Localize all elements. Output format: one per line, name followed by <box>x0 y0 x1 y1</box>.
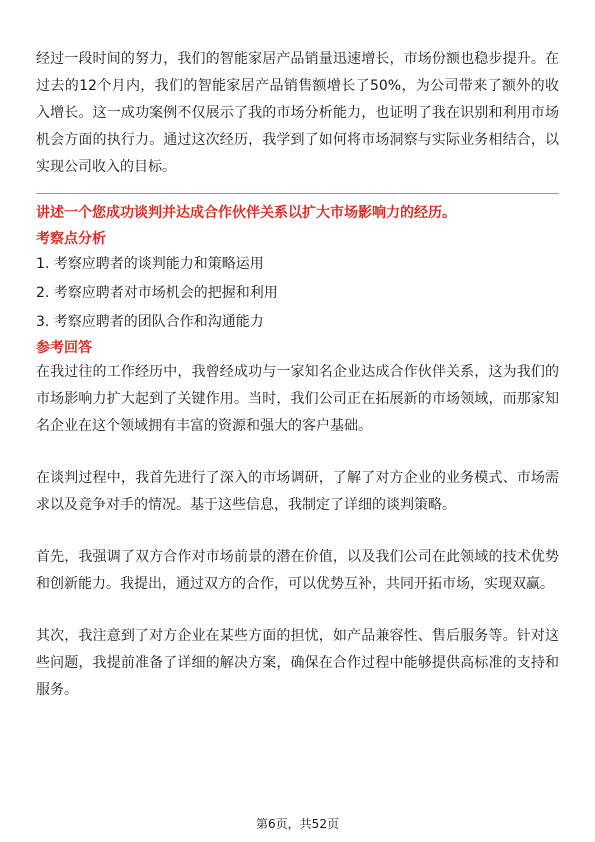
analysis-label: 考察点分析 <box>36 231 106 247</box>
analysis-item: 2. 考察应聘者对市场机会的把握和利用 <box>36 285 278 301</box>
document-body <box>36 46 559 704</box>
answer-paragraph: 在谈判过程中，我首先进行了深入的市场调研，了解了对方企业的业务模式、市场需求以及竞争对手的情况。基于这些信息，我制定了详细的谈判策略。 <box>36 470 559 513</box>
answer-paragraph: 其次，我注意到了对方企业在某些方面的担忧，如产品兼容性、售后服务等。针对这些问题，我提前准备了详细的解决方案，确保在合作过程中能够提供高标准的支持和服务。 <box>36 628 559 698</box>
analysis-item: 1. 考察应聘者的谈判能力和策略运用 <box>36 256 264 272</box>
section-divider <box>36 193 559 194</box>
analysis-item: 3. 考察应聘者的团队合作和沟通能力 <box>36 314 264 330</box>
intro-paragraph: 经过一段时间的努力，我们的智能家居产品销量迅速增长，市场份额也稳步提升。在过去的12个月内，我们的智能家居产品销售额增长了50%，为公司带来了额外的收入增长。这一成功案例不仅展示了我的市场分析能力，也证明了我在识别和利用市场机会方面的执行力。通过这次经历，我学到了如何将市场洞察与实际业务相结合，以实现公司收入的目标。 <box>36 51 559 175</box>
answer-paragraph: 在我过往的工作经历中，我曾经成功与一家知名企业达成合作伙伴关系，这为我们的市场影响力扩大起到了关键作用。当时，我们公司正在拓展新的市场领域，而那家知名企业在这个领域拥有丰富的资源和强大的客户基础。 <box>36 364 559 434</box>
page-number: 第6页，共52页 <box>256 817 339 831</box>
answer-label: 参考回答 <box>36 340 92 356</box>
question-heading: 讲述一个您成功谈判并达成合作伙伴关系以扩大市场影响力的经历。 <box>36 205 456 221</box>
answer-paragraph: 首先，我强调了双方合作对市场前景的潜在价值，以及我们公司在此领域的技术优势和创新能力。我提出，通过双方的合作，可以优势互补，共同开拓市场，实现双赢。 <box>36 549 559 592</box>
